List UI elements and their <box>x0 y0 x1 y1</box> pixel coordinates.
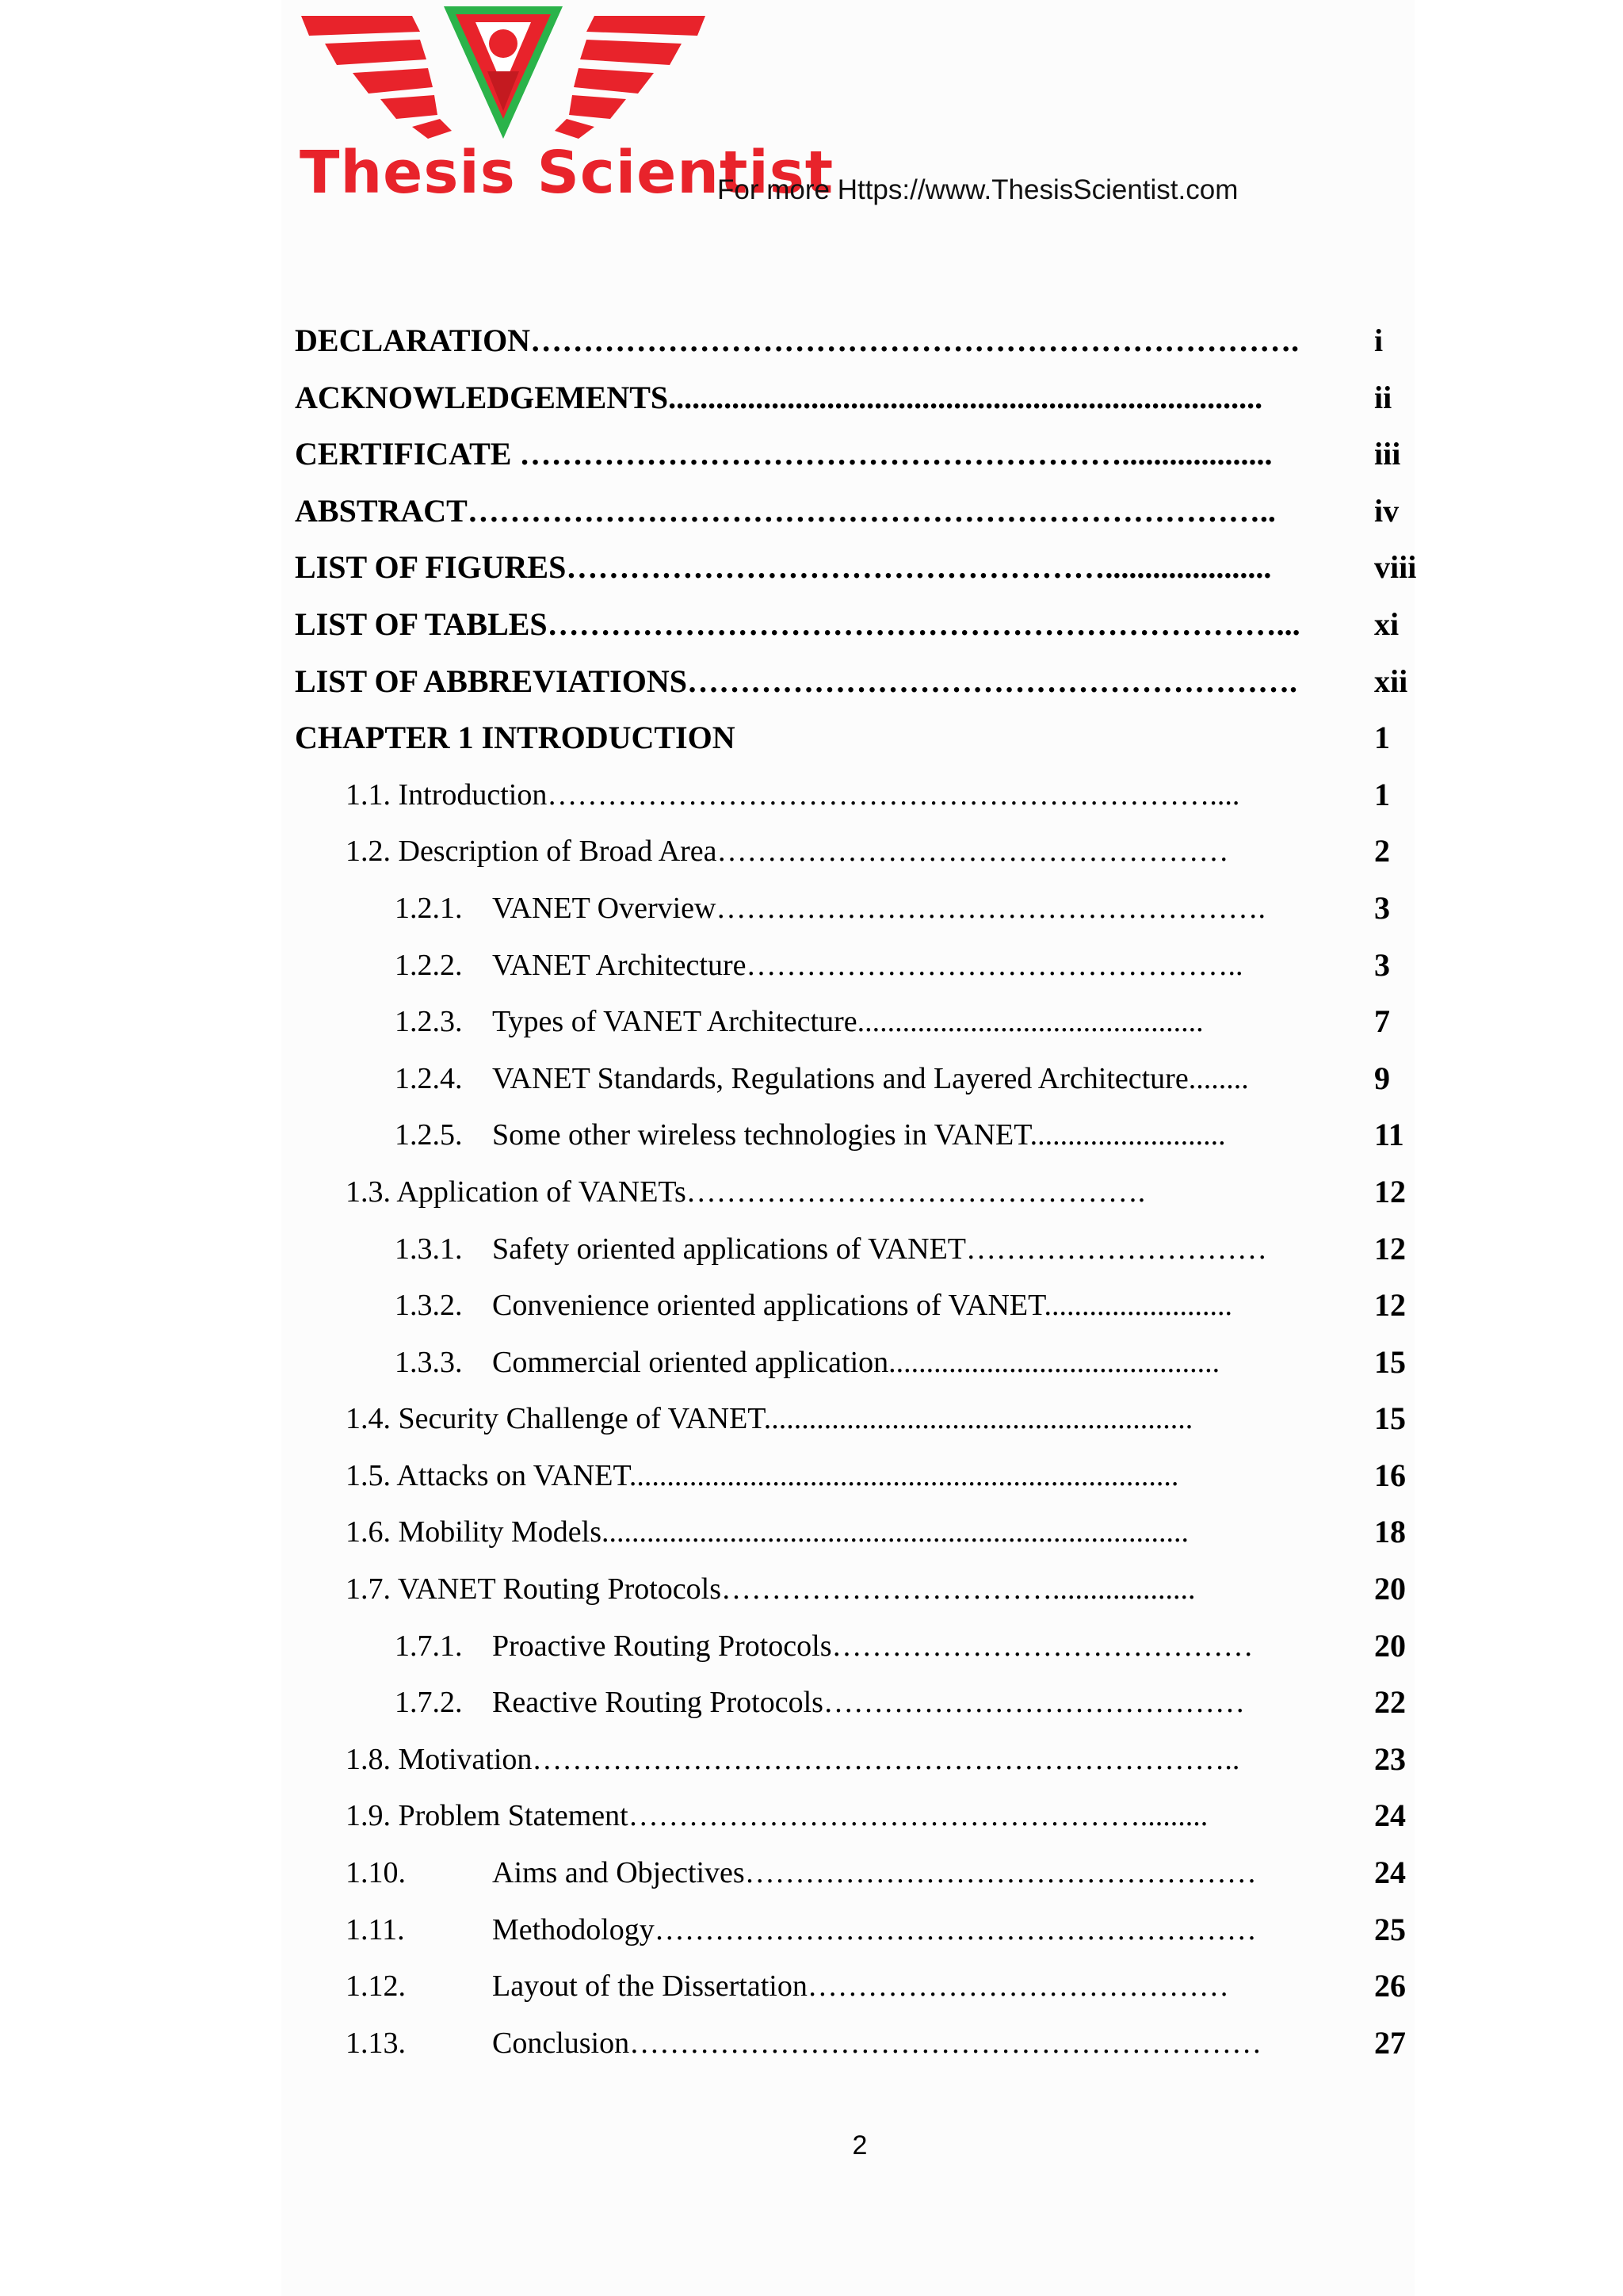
toc-section-number: 1.2. <box>346 835 399 869</box>
toc-entry <box>295 317 1299 365</box>
toc-row[interactable] <box>295 544 1436 601</box>
toc-title: Convenience oriented applications of VANET <box>492 1289 1044 1323</box>
toc-leader: ……………………………………………..................... <box>566 549 1272 586</box>
toc-entry <box>346 827 1229 875</box>
toc-page-number: 2 <box>1374 833 1390 869</box>
toc-section-number: 1.3.2. <box>395 1289 463 1323</box>
toc-row[interactable] <box>295 374 1436 431</box>
toc-section-number: 1.2.1. <box>395 891 463 925</box>
toc-page-number: 20 <box>1374 1571 1406 1607</box>
toc-page-number: 7 <box>1374 1003 1390 1040</box>
toc-page-number: viii <box>1374 549 1417 586</box>
toc-entry <box>395 1111 1226 1159</box>
page-number: 2 <box>852 2130 868 2160</box>
toc-title: Conclusion <box>492 2026 630 2060</box>
toc-row[interactable] <box>295 1282 1436 1339</box>
toc-entry <box>295 487 1276 535</box>
toc-page-number: 25 <box>1374 1911 1406 1947</box>
toc-title: ACKNOWLEDGEMENTS <box>295 379 669 415</box>
toc-entry <box>295 714 735 762</box>
toc-section-number: 1.6. <box>346 1515 399 1549</box>
toc-entry <box>395 998 1204 1045</box>
toc-leader: .............................................. <box>857 1005 1204 1039</box>
toc-title: Attacks on VANET <box>396 1458 629 1492</box>
toc-row[interactable] <box>295 884 1436 942</box>
toc-leader: …………………………………………………. <box>686 663 1297 699</box>
toc-entry <box>346 771 1239 819</box>
toc-section-number: 1.4. <box>346 1402 399 1436</box>
toc-title: CERTIFICATE <box>295 436 520 472</box>
toc-row[interactable] <box>295 601 1436 658</box>
toc-page-number: 1 <box>1374 720 1390 756</box>
toc-page-number: 26 <box>1374 1968 1406 2004</box>
toc-row[interactable] <box>295 1792 1436 1849</box>
toc-row[interactable] <box>295 1452 1436 1509</box>
toc-entry <box>395 884 1266 932</box>
website-link[interactable]: For more Https://www.ThesisScientist.com <box>717 174 1239 205</box>
toc-leader: ......................... <box>1044 1289 1232 1323</box>
toc-entry <box>395 1339 1220 1386</box>
toc-entry <box>295 544 1271 591</box>
toc-page-number: 23 <box>1374 1740 1406 1777</box>
toc-page-number: 15 <box>1374 1400 1406 1437</box>
toc-section-number: 1.1. <box>346 777 399 812</box>
toc-row[interactable] <box>295 2019 1436 2076</box>
toc-leader: .............................................................................. <box>601 1515 1190 1549</box>
toc-page-number: 22 <box>1374 1684 1406 1721</box>
toc-page-number: 24 <box>1374 1797 1406 1834</box>
toc-title: Description of Broad Area <box>398 835 717 869</box>
toc-title: VANET Routing Protocols <box>397 1572 722 1606</box>
toc-leader: ........................................................................... <box>668 379 1263 415</box>
toc-entry <box>346 1565 1196 1613</box>
toc-entry <box>295 430 1272 478</box>
toc-leader: …………………………………… <box>807 1969 1229 2004</box>
toc-row[interactable] <box>295 1849 1436 1906</box>
toc-page-number: ii <box>1374 379 1392 415</box>
toc-title: ABSTRACT <box>295 492 468 529</box>
toc-section-number: 1.3. <box>346 1175 397 1209</box>
toc-section-number: 1.13. <box>346 2026 406 2060</box>
toc-page-number: 27 <box>1374 2024 1406 2061</box>
toc-leader: ………………………………………………………………. <box>530 323 1300 358</box>
toc-section-number: 1.3.3. <box>395 1345 463 1379</box>
toc-title: Safety oriented applications of VANET <box>492 1232 967 1266</box>
toc-page-number: 12 <box>1374 1173 1406 1209</box>
toc-section-number: 1.12. <box>346 1969 406 2004</box>
toc-page-number: 24 <box>1374 1855 1406 1891</box>
toc-page-number: 3 <box>1374 889 1390 926</box>
toc-leader: ......................................................... <box>763 1402 1193 1436</box>
toc-entry <box>346 1395 1193 1442</box>
toc-entry <box>395 1055 1249 1102</box>
brand-name: Thesis Scientist <box>300 139 834 207</box>
toc-page-number: iii <box>1374 436 1401 472</box>
toc-page-number: 3 <box>1374 946 1390 983</box>
toc-section-number: 1.10. <box>346 1856 406 1890</box>
thesis-scientist-logo-icon <box>293 0 713 151</box>
toc-title: Application of VANETs <box>396 1175 686 1209</box>
toc-row[interactable] <box>295 1225 1436 1282</box>
toc-row[interactable] <box>295 771 1436 828</box>
toc-row[interactable] <box>295 487 1436 544</box>
toc-entry <box>346 1168 1145 1216</box>
toc-title: Motivation <box>398 1742 533 1776</box>
toc-page-number: 15 <box>1374 1343 1406 1380</box>
toc-title: Security Challenge of VANET <box>398 1402 764 1436</box>
toc-page-number: 16 <box>1374 1457 1406 1493</box>
toc-leader: …………………………………… <box>831 1629 1254 1663</box>
toc-section-number: 1.2.3. <box>395 1005 463 1039</box>
toc-entry <box>346 2019 1262 2067</box>
toc-entry <box>346 1508 1189 1556</box>
toc-section-number: 1.11. <box>346 1912 405 1946</box>
toc-section-number: 1.7.1. <box>395 1629 463 1663</box>
toc-row[interactable] <box>295 1736 1436 1793</box>
toc-row[interactable] <box>295 1679 1436 1736</box>
toc-title: LIST OF FIGURES <box>295 549 567 586</box>
toc-section-number: 1.2.2. <box>395 948 463 982</box>
toc-page-number: iv <box>1374 492 1400 529</box>
toc-title: VANET Architecture <box>492 948 747 982</box>
toc-row[interactable] <box>295 1055 1436 1112</box>
toc-row[interactable] <box>295 1111 1436 1168</box>
toc-section-number: 1.8. <box>346 1742 399 1776</box>
toc-row[interactable] <box>295 317 1436 374</box>
toc-section-number: 1.7. <box>346 1572 398 1606</box>
toc-row[interactable] <box>295 1508 1436 1565</box>
toc-leader: ……………………………………………......... <box>628 1799 1209 1833</box>
toc-row[interactable] <box>295 942 1436 999</box>
toc-row[interactable] <box>295 1395 1436 1452</box>
toc-row[interactable] <box>295 1168 1436 1225</box>
page-header <box>293 0 1403 238</box>
toc-leader: …………………………………………… <box>716 835 1229 869</box>
toc-entry <box>395 1225 1267 1273</box>
toc-page-number: 12 <box>1374 1287 1406 1324</box>
toc-leader: ............................................ <box>888 1345 1220 1379</box>
toc-entry <box>295 658 1297 705</box>
table-of-contents <box>295 317 1436 2076</box>
toc-page-number: 11 <box>1374 1117 1404 1153</box>
toc-section-number: 1.2.5. <box>395 1118 463 1152</box>
toc-title: LIST OF TABLES <box>295 606 548 642</box>
toc-row[interactable] <box>295 1565 1436 1622</box>
toc-leader: ........ <box>1188 1061 1249 1095</box>
toc-page-number: i <box>1374 323 1384 358</box>
toc-leader: ………………………… <box>966 1232 1268 1266</box>
toc-page-number: 1 <box>1374 776 1390 812</box>
toc-entry <box>395 1282 1232 1329</box>
toc-page-number: 20 <box>1374 1627 1406 1664</box>
toc-leader: ………………………………………….. <box>746 948 1243 982</box>
toc-leader: ………………………………………………………….... <box>547 777 1240 812</box>
toc-leader: .......................... <box>1029 1118 1226 1152</box>
toc-leader: ……………………………................... <box>721 1572 1196 1606</box>
toc-leader: …………………………………………………………….. <box>532 1742 1240 1776</box>
toc-row[interactable] <box>295 1962 1436 2019</box>
toc-title: Types of VANET Architecture <box>492 1005 857 1039</box>
toc-entry <box>295 601 1300 648</box>
toc-entry <box>346 1736 1239 1783</box>
toc-page-number: 12 <box>1374 1230 1406 1266</box>
toc-title: Aims and Objectives <box>492 1856 745 1890</box>
toc-title: Commercial oriented application <box>492 1345 889 1379</box>
toc-row[interactable] <box>295 1339 1436 1396</box>
toc-title: Reactive Routing Protocols <box>492 1686 823 1720</box>
toc-leader: ………………………………………………………………….. <box>467 492 1276 529</box>
toc-title: Introduction <box>398 777 548 812</box>
toc-title: Mobility Models <box>398 1515 602 1549</box>
toc-row[interactable] <box>295 714 1436 771</box>
toc-title: VANET Overview <box>492 891 716 925</box>
toc-leader: ......................................................................... <box>628 1458 1179 1492</box>
toc-title: Layout of the Dissertation <box>492 1969 808 2004</box>
toc-page-number: 18 <box>1374 1514 1406 1550</box>
toc-leader: ……………………………………………………… <box>629 2026 1262 2060</box>
toc-title: DECLARATION <box>295 323 531 358</box>
toc-entry <box>395 942 1243 989</box>
toc-row[interactable] <box>295 1906 1436 1963</box>
toc-section-number: 1.9. <box>346 1799 399 1833</box>
toc-title: VANET Standards, Regulations and Layered Architecture <box>492 1061 1189 1095</box>
toc-page-number: xi <box>1374 606 1400 642</box>
toc-row[interactable] <box>295 658 1436 715</box>
toc-section-number: 1.7.2. <box>395 1686 463 1720</box>
toc-title: CHAPTER 1 INTRODUCTION <box>295 720 735 756</box>
toc-entry <box>346 1906 1257 1954</box>
toc-title: LIST OF ABBREVIATIONS <box>295 663 687 699</box>
toc-leader: …………………………………………………................... <box>519 436 1273 472</box>
toc-row[interactable] <box>295 1622 1436 1679</box>
toc-leader: ………………………………………. <box>685 1175 1146 1209</box>
toc-leader: …………………………………………………… <box>654 1912 1257 1946</box>
toc-row[interactable] <box>295 430 1436 487</box>
toc-entry <box>346 1452 1178 1499</box>
toc-page-number: xii <box>1374 663 1408 699</box>
toc-row[interactable] <box>295 827 1436 884</box>
toc-entry <box>395 1679 1245 1726</box>
toc-entry <box>346 1792 1208 1839</box>
toc-entry <box>346 1849 1257 1897</box>
toc-title: Some other wireless technologies in VANET <box>492 1118 1030 1152</box>
toc-title: Methodology <box>492 1912 655 1946</box>
toc-section-number: 1.2.4. <box>395 1061 463 1095</box>
toc-title: Problem Statement <box>398 1799 628 1833</box>
toc-entry <box>295 374 1262 422</box>
toc-leader: ……………………………………………………………... <box>547 606 1300 642</box>
toc-entry <box>346 1962 1229 2010</box>
toc-leader: …………………………………… <box>823 1686 1245 1720</box>
toc-row[interactable] <box>295 998 1436 1055</box>
toc-section-number: 1.5. <box>346 1458 397 1492</box>
toc-section-number: 1.3.1. <box>395 1232 463 1266</box>
toc-leader: …………………………………………… <box>744 1856 1257 1890</box>
toc-page-number: 9 <box>1374 1060 1390 1096</box>
toc-entry <box>395 1622 1254 1670</box>
toc-leader: ………………………………………………. <box>716 891 1266 925</box>
toc-title: Proactive Routing Protocols <box>492 1629 832 1663</box>
